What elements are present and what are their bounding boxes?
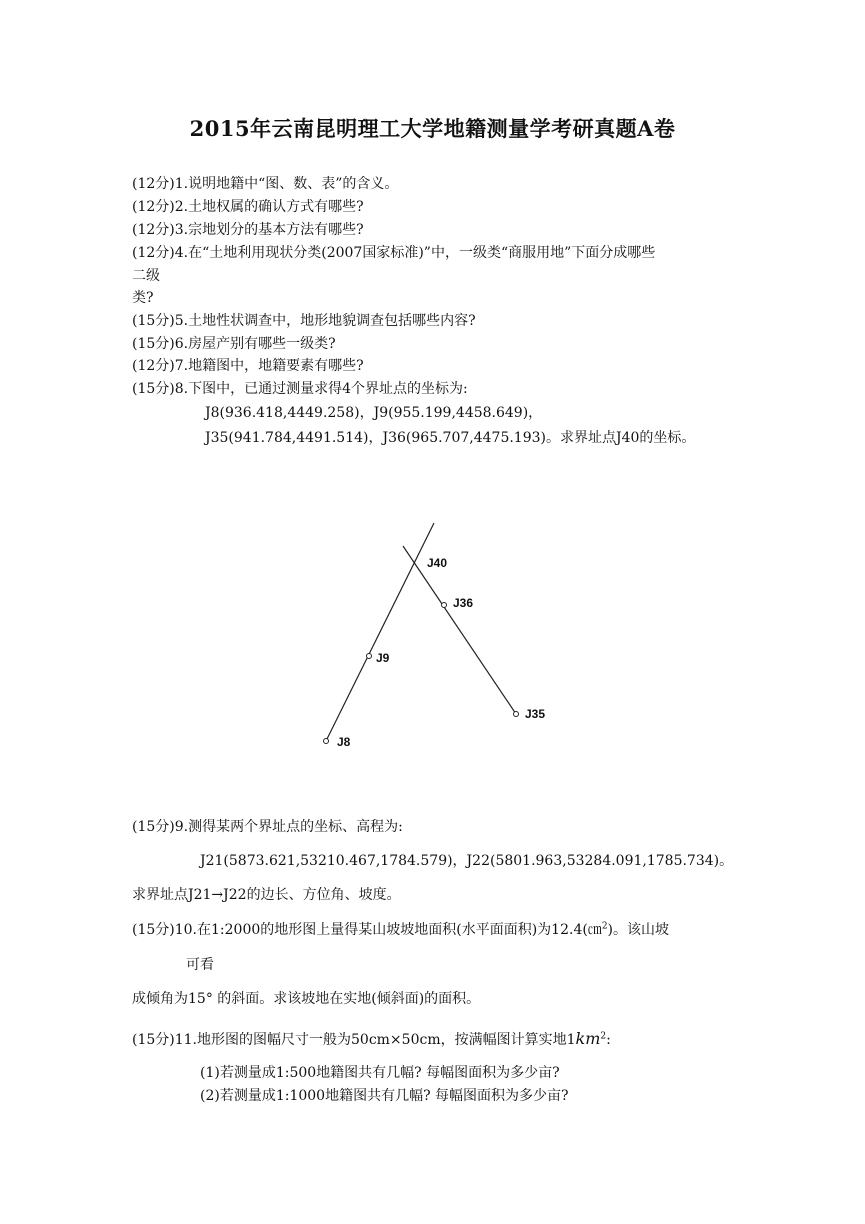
question-8-coords-1: J8(936.418,4449.258)，J9(955.199,4458.649)， (205, 405, 543, 421)
question-9-ask: 求界址点J21→J22的边长、方位角、坡度。 (132, 887, 401, 903)
superscript: 2 (600, 1031, 607, 1042)
question-10-line-2: 可看 (186, 957, 214, 973)
question-7: (12分)7.地籍图中，地籍要素有哪些? (132, 358, 364, 374)
question-2: (12分)2.土地权属的确认方式有哪些? (132, 199, 364, 215)
point-j9-marker (367, 654, 372, 659)
question-4-line-2: 二级 (132, 268, 160, 284)
question-9-coords: J21(5873.621,53210.467,1784.579)，J22(5801.963,53284.091,1785.734)。 (200, 853, 734, 869)
line-j35-j40 (403, 546, 516, 714)
question-11-part-2: (2)若测量成1:1000地籍图共有几幅? 每幅图面积为多少亩? (200, 1088, 569, 1104)
question-4-line-3: 类? (132, 290, 154, 306)
question-10-line-1 (132, 921, 669, 939)
point-j35-marker (514, 712, 519, 717)
point-j8-marker (324, 739, 329, 744)
label-j35: J35 (525, 707, 546, 721)
question-11-text-end: : (606, 1032, 611, 1048)
question-11-text: (15分)11.地形图的图幅尺寸一般为50cm×50cm，按满幅图计算实地1 (132, 1032, 576, 1048)
question-10-text-end: )。该山坡 (607, 922, 670, 938)
question-6: (15分)6.房屋产别有哪些一级类? (132, 336, 336, 352)
question-5: (15分)5.土地性状调查中，地形地貌调查包括哪些内容? (132, 313, 476, 329)
question-9: (15分)9.测得某两个界址点的坐标、高程为: (132, 819, 403, 835)
question-11-part-1: (1)若测量成1:500地籍图共有几幅? 每幅图面积为多少亩? (200, 1065, 560, 1081)
label-j8: J8 (337, 735, 351, 749)
unit-km: km (575, 1029, 601, 1048)
label-j9: J9 (376, 651, 390, 665)
question-8-coords-2: J35(941.784,4491.514)，J36(965.707,4475.193)。求界址点J40的坐标。 (205, 430, 696, 446)
question-11 (132, 1030, 611, 1049)
question-4-line-1: (12分)4.在“土地利用现状分类(2007国家标准)”中，一级类“商服用地”下面分成哪些 (132, 245, 656, 261)
label-j40: J40 (427, 556, 448, 570)
line-j8-j40 (326, 523, 434, 741)
page-title: 2015年云南昆明理工大学地籍测量学考研真题A卷 (189, 116, 676, 141)
superscript: 2 (601, 921, 608, 932)
question-10-line-3: 成倾角为15° 的斜面。求该坡地在实地(倾斜面)的面积。 (132, 991, 481, 1007)
question-8: (15分)8.下图中，已通过测量求得4个界址点的坐标为: (132, 381, 468, 397)
label-j36: J36 (453, 596, 474, 610)
question-3: (12分)3.宗地划分的基本方法有哪些? (132, 222, 364, 238)
point-j36-marker (442, 603, 447, 608)
question-10-text: (15分)10.在1:2000的地形图上量得某山坡坡地面积(水平面面积)为12.4(㎝ (132, 922, 602, 938)
question-1: (12分)1.说明地籍中“图、数、表”的含义。 (132, 176, 399, 192)
